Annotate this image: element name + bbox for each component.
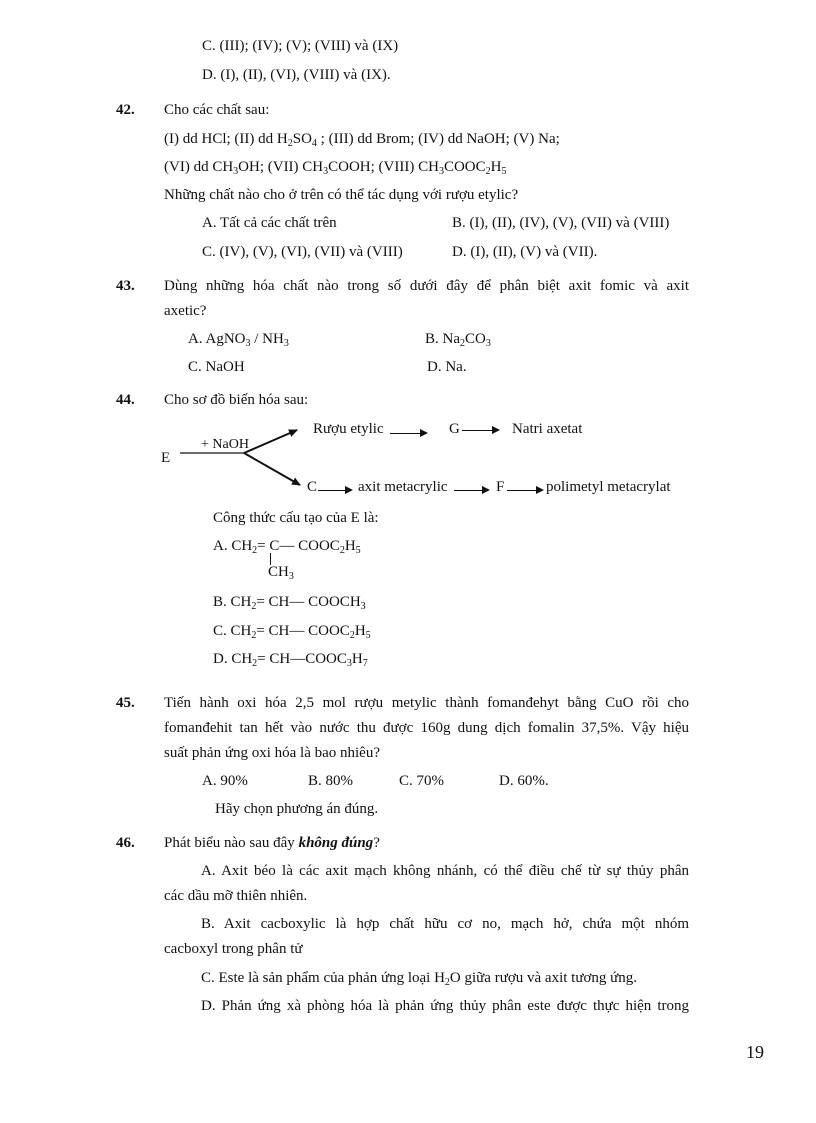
q46-option-b-line2: cacboxyl trong phân tử <box>164 941 303 957</box>
q43-option-d: D. Na. <box>427 359 467 375</box>
q42-list-line1: (I) dd HCl; (II) dd $H_2SO_4$ ; (III) dd Brom; (IV) dd NaOH; (V) Na; <box>164 131 560 149</box>
q44-option-d: D. $CH_2=$ $CH—COOC_3H_7$ <box>213 651 368 669</box>
scheme-top-1: Rượu etylic <box>313 421 384 437</box>
q45-line2: fomanđehit tan hết vào nước thu được 160g dung dịch fomalin 37,5%. Vậy hiệu <box>164 720 689 736</box>
q44-number: 44. <box>116 392 135 408</box>
q43-number: 43. <box>116 278 135 294</box>
q43-option-b: B. $Na_2CO_3$ <box>425 331 491 349</box>
scheme-bottom-2: axit metacrylic <box>358 479 448 495</box>
scheme-bottom-arrow-1 <box>318 490 351 491</box>
q43-option-c: C. NaOH <box>188 359 245 375</box>
q45-option-c: C. 70% <box>399 773 444 789</box>
scheme-lower-arrow <box>244 453 300 485</box>
scheme-bottom-arrow-3 <box>507 490 542 491</box>
q43-stem-line1: Dùng những hóa chất nào trong số dưới đây để phân biệt axit fomic và axit <box>164 278 689 294</box>
q41-option-d: D. (I), (II), (VI), (VIII) và (IX). <box>202 67 391 83</box>
page-number: 19 <box>746 1042 764 1062</box>
scheme-bottom-arrow-2 <box>454 490 488 491</box>
q44-option-a-branch: $CH_3$ <box>268 564 294 582</box>
q42-list-line2: (VI) dd $CH_3OH$; (VII) $CH_3COOH$; (VIII) $CH_3COOC_2H_5$ <box>164 159 507 177</box>
q42-option-d: D. (I), (II), (V) và (VII). <box>452 244 598 260</box>
q42-stem: Cho các chất sau: <box>164 102 270 118</box>
q46-stem: Phát biểu nào sau đây không đúng? <box>164 835 380 851</box>
q42-option-c: C. (IV), (V), (VI), (VII) và (VIII) <box>202 244 403 260</box>
scheme-branch-lines <box>0 0 816 520</box>
scheme-top-2: G <box>449 421 460 437</box>
q44-option-c: C. $CH_2=$ CH— $COOC_2H_5$ <box>213 623 371 641</box>
q45-number: 45. <box>116 695 135 711</box>
q45-instruction: Hãy chọn phương án đúng. <box>215 801 379 817</box>
q46-option-a-line1: A. Axit béo là các axit mạch không nhánh, có thể điều chế từ sự thủy phân <box>201 863 689 879</box>
scheme-top-arrow-2 <box>462 430 498 431</box>
scheme-top-3: Natri axetat <box>512 421 583 437</box>
q45-option-a: A. 90% <box>202 773 248 789</box>
q45-option-d: D. 60%. <box>499 773 549 789</box>
scheme-reagent: + NaOH <box>201 437 249 452</box>
scheme-bottom-4: polimetyl metacrylat <box>546 479 671 495</box>
q42-option-a: A. Tất cả các chất trên <box>202 215 337 231</box>
q44-option-a: A. $CH_2=$ C— $COOC_2H_5$ <box>213 538 361 556</box>
q41-option-c: C. (III); (IV); (V); (VIII) và (IX) <box>202 38 399 54</box>
q42-number: 42. <box>116 102 135 118</box>
q46-number: 46. <box>116 835 135 851</box>
q43-option-a: A. AgNO$_3$ / $NH_3$ <box>188 331 289 349</box>
q46-option-a-line2: các dầu mỡ thiên nhiên. <box>164 888 308 904</box>
scheme-top-arrow-1 <box>390 433 426 434</box>
scheme-e: E <box>161 450 171 466</box>
q45-line3: suất phản ứng oxi hóa là bao nhiêu? <box>164 745 380 761</box>
q42-option-b: B. (I), (II), (IV), (V), (VII) và (VIII) <box>452 215 670 231</box>
scheme-bottom-3: F <box>496 479 505 495</box>
q44-stem: Cho sơ đồ biến hóa sau: <box>164 392 309 408</box>
q46-option-d-line1: D. Phản ứng xà phòng hóa là phản ứng thủy phân este được thực hiện trong <box>201 998 689 1014</box>
q46-option-c: C. Este là sản phẩm của phản ứng loại $H_2O$ giữa rượu và axit tương ứng. <box>201 970 638 988</box>
q43-stem-line2: axetic? <box>164 303 207 319</box>
q45-line1: Tiến hành oxi hóa 2,5 mol rượu metylic thành fomanđehyt bằng CuO rồi cho <box>164 695 689 711</box>
q44-question: Công thức cấu tạo của E là: <box>213 510 379 526</box>
q42-question: Những chất nào cho ở trên có thể tác dụng với rượu etylic? <box>164 187 519 203</box>
q45-option-b: B. 80% <box>308 773 353 789</box>
q44-option-b: B. $CH_2=$ CH— $COOCH_3$ <box>213 594 366 612</box>
scheme-upper-arrow <box>244 430 297 453</box>
q46-option-b-line1: B. Axit cacboxylic là hợp chất hữu cơ no, mạch hở, chứa một nhóm <box>201 916 689 932</box>
scheme-bottom-1: C <box>307 479 318 495</box>
